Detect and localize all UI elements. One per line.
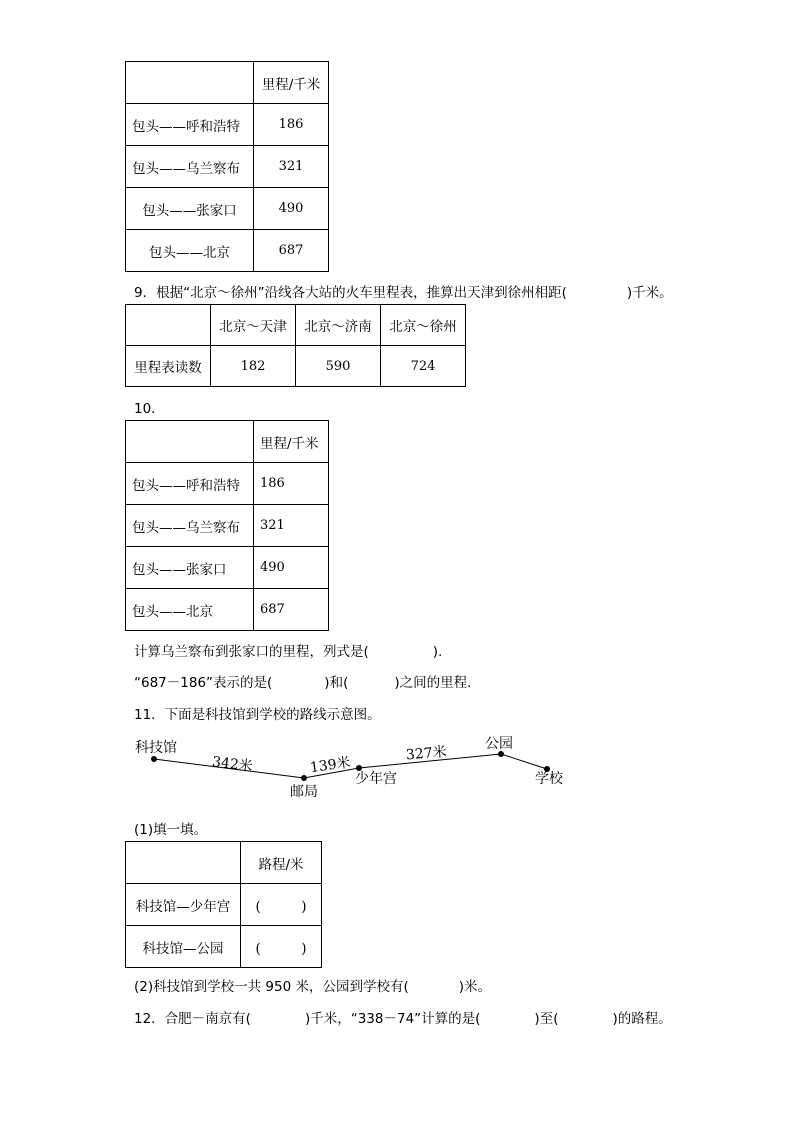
question-11-title: 11．下面是科技馆到学校的路线示意图。 bbox=[134, 707, 381, 723]
question-text: “687－186”表示的是( bbox=[134, 675, 273, 691]
table-cell bbox=[126, 421, 254, 463]
question-text: ). bbox=[432, 644, 443, 660]
route-cell: 包头——乌兰察布 bbox=[126, 146, 254, 188]
route-cell: 科技馆—少年宫 bbox=[126, 884, 241, 926]
table-header-cell: 北京～天津 bbox=[211, 305, 296, 346]
mileage-table-2 bbox=[125, 420, 329, 631]
value-cell: 182 bbox=[211, 346, 296, 387]
answer-cell[interactable]: ( ) bbox=[241, 926, 322, 968]
km-cell: 186 bbox=[254, 463, 329, 505]
km-cell: 490 bbox=[254, 547, 329, 589]
table-cell bbox=[126, 842, 241, 884]
table-row bbox=[126, 188, 329, 230]
table-row bbox=[126, 104, 329, 146]
question-10-line-1 bbox=[134, 640, 442, 660]
segment-label: 342米 bbox=[211, 754, 254, 775]
table-row bbox=[126, 884, 322, 926]
segment-label: 327米 bbox=[405, 744, 448, 764]
table-row bbox=[126, 926, 322, 968]
question-9-text bbox=[134, 281, 673, 301]
question-text: )的路程。 bbox=[612, 1011, 672, 1027]
km-cell: 490 bbox=[254, 188, 329, 230]
km-cell: 321 bbox=[254, 505, 329, 547]
table-row bbox=[126, 463, 329, 505]
km-cell: 687 bbox=[254, 230, 329, 272]
km-cell: 321 bbox=[254, 146, 329, 188]
question-text: )和( bbox=[324, 675, 349, 691]
route-diagram bbox=[130, 728, 580, 798]
route-cell: 包头——北京 bbox=[126, 589, 254, 631]
value-cell: 724 bbox=[381, 346, 466, 387]
table-row bbox=[126, 505, 329, 547]
table-header-cell: 北京～徐州 bbox=[381, 305, 466, 346]
route-cell: 包头——张家口 bbox=[126, 547, 254, 589]
value-cell: 590 bbox=[296, 346, 381, 387]
question-10-number: 10． bbox=[134, 401, 165, 417]
table-header-row bbox=[126, 305, 466, 346]
table-header-cell: 里程/千米 bbox=[254, 421, 329, 463]
question-text: 12．合肥－南京有( bbox=[134, 1011, 251, 1027]
question-12-text bbox=[134, 1007, 672, 1027]
question-text: 计算乌兰察布到张家口的里程，列式是( bbox=[134, 644, 369, 660]
route-cell: 包头——张家口 bbox=[126, 188, 254, 230]
stop-label: 少年宫 bbox=[355, 771, 397, 787]
answer-cell[interactable]: ( ) bbox=[241, 884, 322, 926]
question-text: )之间的里程． bbox=[394, 675, 481, 691]
table-header-row bbox=[126, 421, 329, 463]
km-cell: 687 bbox=[254, 589, 329, 631]
stop-label: 公园 bbox=[485, 736, 513, 752]
question-text: )千米。 bbox=[626, 285, 673, 301]
segment-label: 139米 bbox=[309, 754, 352, 777]
table-row bbox=[126, 146, 329, 188]
table-header-cell: 北京～济南 bbox=[296, 305, 381, 346]
stop-point bbox=[301, 775, 307, 781]
route-cell: 科技馆—公园 bbox=[126, 926, 241, 968]
table-row bbox=[126, 230, 329, 272]
table-row bbox=[126, 346, 466, 387]
route-cell: 包头——呼和浩特 bbox=[126, 104, 254, 146]
table-header-cell: 里程/千米 bbox=[254, 62, 329, 104]
distance-table bbox=[125, 841, 322, 968]
table-row bbox=[126, 589, 329, 631]
route-cell: 包头——北京 bbox=[126, 230, 254, 272]
question-text: )千米，“338－74”计算的是( bbox=[304, 1011, 481, 1027]
table-header-row bbox=[126, 842, 322, 884]
km-cell: 186 bbox=[254, 104, 329, 146]
question-10-line-2 bbox=[134, 671, 481, 691]
table-cell bbox=[126, 305, 211, 346]
question-text: )米。 bbox=[458, 979, 492, 995]
table-row bbox=[126, 547, 329, 589]
railway-mileage-table bbox=[125, 304, 466, 387]
stop-label: 科技馆 bbox=[135, 740, 177, 756]
route-cell: 包头——乌兰察布 bbox=[126, 505, 254, 547]
row-label-cell: 里程表读数 bbox=[126, 346, 211, 387]
table-cell bbox=[126, 62, 254, 104]
stop-label: 学校 bbox=[535, 771, 563, 787]
question-text: )至( bbox=[534, 1011, 559, 1027]
stop-point bbox=[151, 756, 157, 762]
stop-label: 邮局 bbox=[290, 784, 318, 798]
question-11-sub-2 bbox=[134, 975, 491, 995]
table-header-cell: 路程/米 bbox=[241, 842, 322, 884]
mileage-table-1 bbox=[125, 61, 329, 272]
route-cell: 包头——呼和浩特 bbox=[126, 463, 254, 505]
question-text: 9．根据“北京～徐州”沿线各大站的火车里程表，推算出天津到徐州相距( bbox=[134, 285, 567, 301]
table-header-row bbox=[126, 62, 329, 104]
question-11-sub-1: (1)填一填。 bbox=[134, 822, 208, 838]
question-text: (2)科技馆到学校一共 950 米，公园到学校有( bbox=[134, 979, 409, 995]
